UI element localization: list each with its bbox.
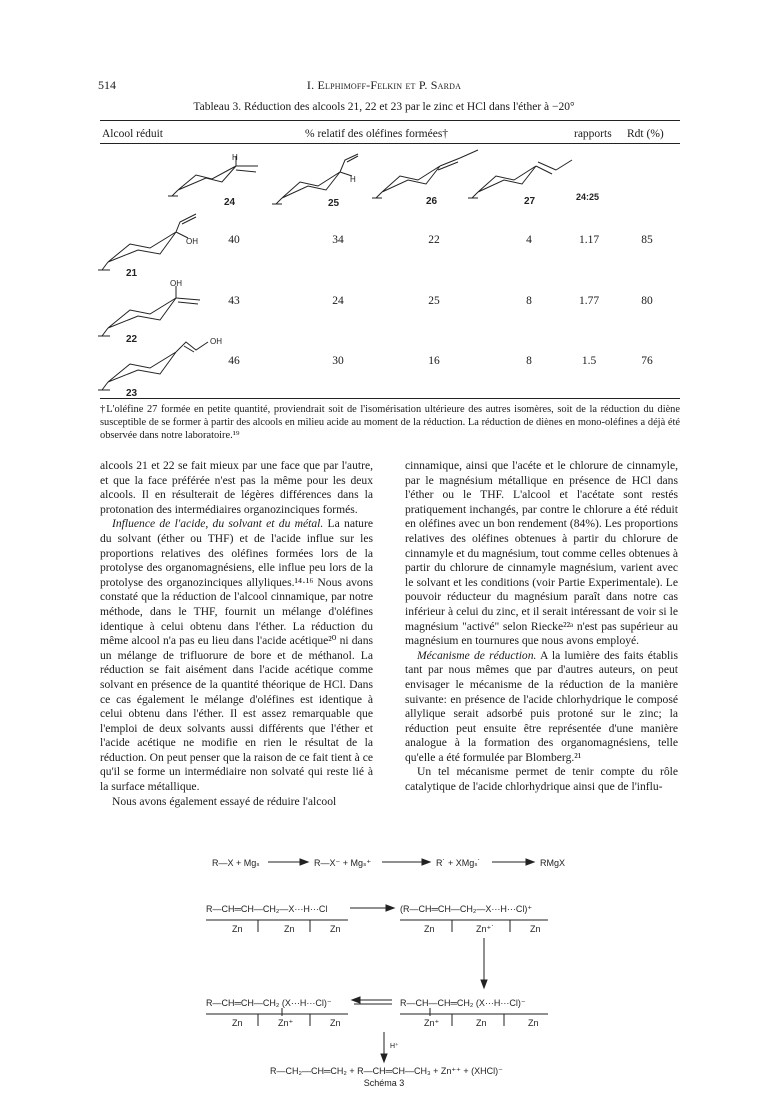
table-title: Tableau 3. Réduction des alcools 21, 22 et 23 par le zinc et HCl dans l'éther à −20°	[193, 101, 575, 113]
scheme-l1-c: R˙ + XMgₛ˙	[436, 858, 481, 868]
olefin-label-24: 24	[224, 197, 236, 208]
paragraph: Mécanisme de réduction. A la lumière des faits établis tant par nous mêmes que par d'autres auteurs, on peut envisager le mécanisme de la réduction de la manière suivante: en présence de l'acide chlorhydrique le composé allylique serait adsorbé puis protoné sur le zinc; la réduction peut ensuite être représentée d'une manière analogue à la formation des organomagnésiens, telle qu'elle a été formulée par Blomberg.²¹	[405, 648, 678, 764]
cell-26: 16	[428, 355, 440, 367]
cell-ratio: 1.5	[581, 355, 597, 367]
col-header-rapports: rapports	[574, 128, 612, 140]
zn-label: Zn	[476, 1018, 487, 1028]
cell-24: 46	[228, 355, 240, 367]
section-heading: Influence de l'acide, du solvant et du métal.	[112, 517, 324, 531]
label-oh-22: OH	[170, 279, 182, 288]
col-header-rdt: Rdt (%)	[627, 128, 664, 140]
zn-label: Zn	[232, 1018, 243, 1028]
body-right-column	[405, 459, 678, 795]
cell-25: 24	[332, 295, 344, 307]
scheme-l1-d: RMgX	[540, 858, 566, 868]
h-plus-label: H⁺	[390, 1043, 399, 1050]
cell-27: 8	[526, 295, 532, 307]
cell-27: 8	[526, 355, 532, 367]
scheme-caption-text: Schéma 3	[363, 1078, 405, 1088]
scheme-l2-left: R—CH═CH—CH₂—X···H···Cl	[206, 904, 328, 914]
scheme-l3-left: R—CH═CH—CH₂ (X···H···Cl)⁻	[206, 998, 332, 1008]
table-bottom-rule	[100, 398, 680, 399]
structure-25	[272, 154, 358, 204]
ratio-header: 24:25	[576, 192, 600, 202]
zn-label: Zn	[330, 1018, 341, 1028]
table-footnote: †L'oléfine 27 formée en petite quantité, proviendrait soit de l'isomérisation ultérieure des autres isomères, soit de la réduction du diène susceptible de se former à partir des alcools en milieu acide au moment de la réduction. La réduction de diènes en mono-oléfines a déjà été observée dans notre laboratoire.¹⁹	[100, 404, 680, 441]
chemical-structures	[0, 0, 768, 400]
scheme-l1-b: R—X⁻ + Mgₛ⁺	[314, 858, 372, 868]
zn-plus-label: Zn⁺	[424, 1018, 440, 1028]
cell-25: 34	[332, 234, 344, 246]
running-title: I. Elphimoff-Felkin et P. Sarda	[306, 78, 462, 92]
cell-rdt: 80	[641, 295, 653, 307]
zn-label: Zn	[330, 924, 341, 934]
structure-27	[468, 160, 572, 198]
alcohol-label-22: 22	[126, 334, 138, 345]
structure-22	[98, 286, 200, 336]
olefin-label-27: 27	[524, 196, 536, 207]
zn-label: Zn	[528, 1018, 539, 1028]
label-oh-23: OH	[210, 337, 222, 346]
cell-rdt: 76	[641, 355, 653, 367]
section-heading: Mécanisme de réduction.	[417, 648, 537, 662]
cell-24: 43	[228, 295, 240, 307]
cell-ratio: 1.77	[578, 295, 600, 307]
scheme-l2-right: (R—CH═CH—CH₂—X···H···Cl)⁺	[400, 904, 533, 914]
paragraph: Influence de l'acide, du solvant et du métal. La nature du solvant (éther ou THF) et de l'acide influe sur les proportions relatives des oléfines formées lors de la protolyse des organomagnésiens, elle influe peu lors de la protolyse des organozinciques allyliques.¹⁴·¹⁶ Nous avons constaté que la réduction de l'alcool cinnamique, par notre méthode, dans le THF, fournit un mélange d'oléfines identique à celui obtenu dans l'éther. La réduction du même alcool n'a pas eu lieu dans l'acide acétique²⁰ ni dans un mélange de trifluorure de bore et de méthanol. La réduction se fait aisément dans l'acide acétique comme solvant en présence de la quantité théorique de HCl. Dans ce cas également le mélange d'oléfines est identique à celui obtenu dans l'éther. Il est assez remarquable que l'emploi de deux solvants aussi différents que l'éther et l'acide acétique ne modifie en rien le résultat de la réduction. On peut penser que la raison de ce fait tient à ce qu'il se forme un intermédiaire non solvaté qui reste lié à la surface métallique.	[100, 517, 373, 794]
paragraph: alcools 21 et 22 se fait mieux par une face que par l'autre, et que la face préférée n'est pas la même pour les deux alcools. Il en résulterait de légères différences dans la protonation des intermédiaires organozinciques formés.	[100, 459, 373, 516]
structure-26	[372, 150, 478, 198]
scheme-product: R—CH₂—CH═CH₂ + R—CH═CH—CH₃ + Zn⁺⁺ + (XHCl)⁻	[270, 1066, 503, 1076]
body-left-column	[100, 459, 373, 809]
structure-21	[98, 214, 196, 270]
scheme-l1-a: R—X + Mgₛ	[212, 858, 260, 868]
cell-26: 25	[428, 295, 440, 307]
label-h-25: H	[350, 175, 356, 184]
reaction-scheme	[0, 848, 768, 1088]
page-number: 514	[98, 78, 116, 92]
alcohol-label-23: 23	[126, 388, 138, 399]
alcohol-label-21: 21	[126, 268, 138, 279]
cell-26: 22	[428, 234, 440, 246]
structure-24	[168, 156, 258, 196]
zn-label: Zn	[424, 924, 435, 934]
zn-plus-label: Zn⁺	[278, 1018, 294, 1028]
paragraph: cinnamique, ainsi que l'acéte et le chlorure de cinnamyle, par le magnésium métallique en présence de HCl dans l'éther ou le THF. L'alcool et l'acétate sont restés pratiquement inchangés, par contre le chlorure a été réduit en oléfines avec un bon rendement (84%). Les proportions relatives des oléfines obtenues à partir du chlorure de cinnamyle et du magnésium, tout comme celles obtenues à partir du chlorure de cinnamyle magnésium, varient avec le solvant et les conditions (voir Partie Experimentale). Le pouvoir réducteur du magnésium paraît dans notre cas inférieur à celui du zinc, et il serait intéressant de voir si le magnésium "activé" selon Riecke²²ᵃ n'est pas supérieur au magnésium en tournures que nous avons employé.	[405, 459, 678, 648]
paragraph: Un tel mécanisme permet de tenir compte du rôle catalytique de l'acide chlorhydrique ainsi que de l'influ-	[405, 765, 678, 794]
scheme-l3-right: R—CH—CH═CH₂ (X···H···Cl)⁻	[400, 998, 526, 1008]
cell-ratio: 1.17	[578, 234, 600, 246]
col-header-alcool: Alcool réduit	[102, 128, 163, 140]
label-h-24: H	[232, 153, 238, 162]
cell-rdt: 85	[641, 234, 653, 246]
cell-25: 30	[332, 355, 344, 367]
col-header-pct: % relatif des oléfines formées†	[305, 128, 449, 140]
structure-23	[98, 342, 208, 390]
olefin-label-25: 25	[328, 198, 340, 209]
zn-label: Zn	[232, 924, 243, 934]
olefin-label-26: 26	[426, 196, 438, 207]
cell-24: 40	[228, 234, 240, 246]
label-oh-21: OH	[186, 237, 198, 246]
zn-label: Zn	[284, 924, 295, 934]
zn-label: Zn	[530, 924, 541, 934]
cell-27: 4	[526, 234, 532, 246]
zn-plus-dot-label: Zn⁺˙	[476, 924, 495, 934]
paragraph: Nous avons également essayé de réduire l'alcool	[112, 794, 337, 808]
